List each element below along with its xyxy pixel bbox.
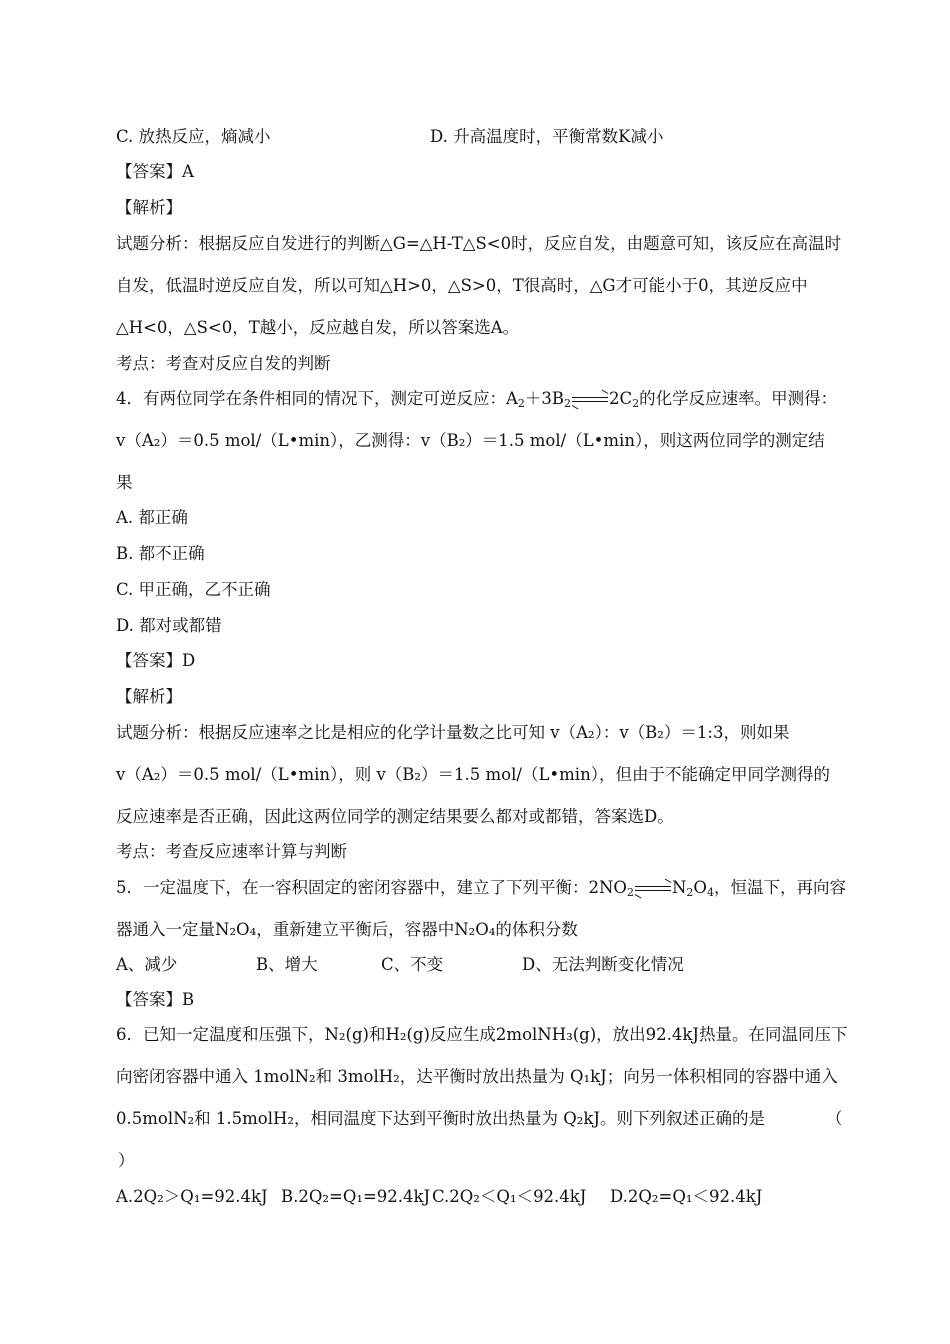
q5-option-b: B、增大: [256, 955, 318, 974]
q6-option-c: C.2Q₂＜Q₁＜92.4kJ: [432, 1187, 587, 1206]
q3-option-d: D. 升高温度时，平衡常数K减小: [430, 127, 664, 146]
q4-option-b: B. 都不正确: [116, 544, 205, 563]
q3-analysis-line1: 试题分析：根据反应自发进行的判断△G=△H-T△S<0时，反应自发，由题意可知，该反应在高温时: [116, 234, 842, 253]
q4-option-d: D. 都对或都错: [116, 616, 222, 635]
reversible-arrow-icon: [572, 395, 608, 405]
q6-option-b: B.2Q₂=Q₁=92.4kJ: [281, 1187, 431, 1206]
q6-stem-line1: 6．已知一定温度和压强下，N₂(g)和H₂(g)反应生成2molNH₃(g)，放出92.4kJ热量。在同温同压下: [116, 1025, 848, 1044]
q4-stem-line2: v（A₂）＝0.5 mol/（L•min），乙测得：v（B₂）＝1.5 mol/（L•min），则这两位同学的测定结: [116, 431, 825, 450]
q3-answer: 【答案】A: [116, 162, 194, 181]
q4-stem-line1: 4．有两位同学在条件相同的情况下，测定可逆反应：$A_2+3B_2$ $2C_2$的化学反应速率。甲测得：: [116, 389, 838, 410]
q5-stem-line2: 器通入一定量N₂O₄，重新建立平衡后，容器中N₂O₄的体积分数: [116, 920, 578, 939]
q6-option-d: D.2Q₂=Q₁＜92.4kJ: [610, 1187, 763, 1206]
q5-option-a: A、减少: [116, 955, 178, 974]
q5-option-d: D、无法判断变化情况: [522, 955, 684, 974]
q4-analysis-heading: 【解析】: [116, 687, 182, 706]
q4-point: 考点：考查反应速率计算与判断: [116, 842, 347, 861]
reversible-arrow-icon: [635, 884, 671, 894]
q6-paren-open: （: [826, 1109, 843, 1128]
q5-answer: 【答案】B: [116, 990, 195, 1009]
q4-stem-line3: 果: [116, 473, 133, 492]
q6-stem-line3: 0.5molN₂和 1.5molH₂，相同温度下达到平衡时放出热量为 Q₂kJ。则下列叙述正确的是: [116, 1109, 765, 1128]
q4-analysis-line3: 反应速率是否正确，因此这两位同学的测定结果要么都对或都错，答案选D。: [116, 807, 674, 826]
q4-analysis-line1: 试题分析：根据反应速率之比是相应的化学计量数之比可知 v（A₂）：v（B₂）＝1:3，则如果: [116, 723, 790, 742]
q3-analysis-line2: 自发，低温时逆反应自发，所以可知△H>0，△S>0，T很高时，△G才可能小于0，其逆反应中: [116, 276, 808, 295]
q3-point: 考点：考查对反应自发的判断: [116, 354, 331, 373]
q3-analysis-line3: △H<0，△S<0，T越小，反应越自发，所以答案选A。: [116, 318, 520, 337]
q6-option-a: A.2Q₂＞Q₁=92.4kJ: [116, 1187, 268, 1206]
q4-option-c: C. 甲正确，乙不正确: [116, 580, 271, 599]
q3-analysis-heading: 【解析】: [116, 198, 182, 217]
q4-analysis-line2: v（A₂）＝0.5 mol/（L•min），则 v（B₂）＝1.5 mol/（L•min），但由于不能确定甲同学测得的: [116, 765, 830, 784]
q5-option-c: C、不变: [381, 955, 444, 974]
q6-stem-line2: 向密闭容器中通入 1molN₂和 3molH₂，达平衡时放出热量为 Q₁kJ；向另一体积相同的容器中通入: [116, 1067, 838, 1086]
q3-option-c: C. 放热反应，熵减小: [116, 127, 271, 146]
q6-paren-close: ）: [118, 1151, 135, 1170]
q4-answer: 【答案】D: [116, 651, 196, 670]
q5-stem-line1: 5．一定温度下，在一容积固定的密闭容器中，建立了下列平衡：$2NO_2$ $N_2O_4$，恒温下，再向容: [116, 878, 846, 899]
q4-option-a: A. 都正确: [116, 508, 188, 527]
